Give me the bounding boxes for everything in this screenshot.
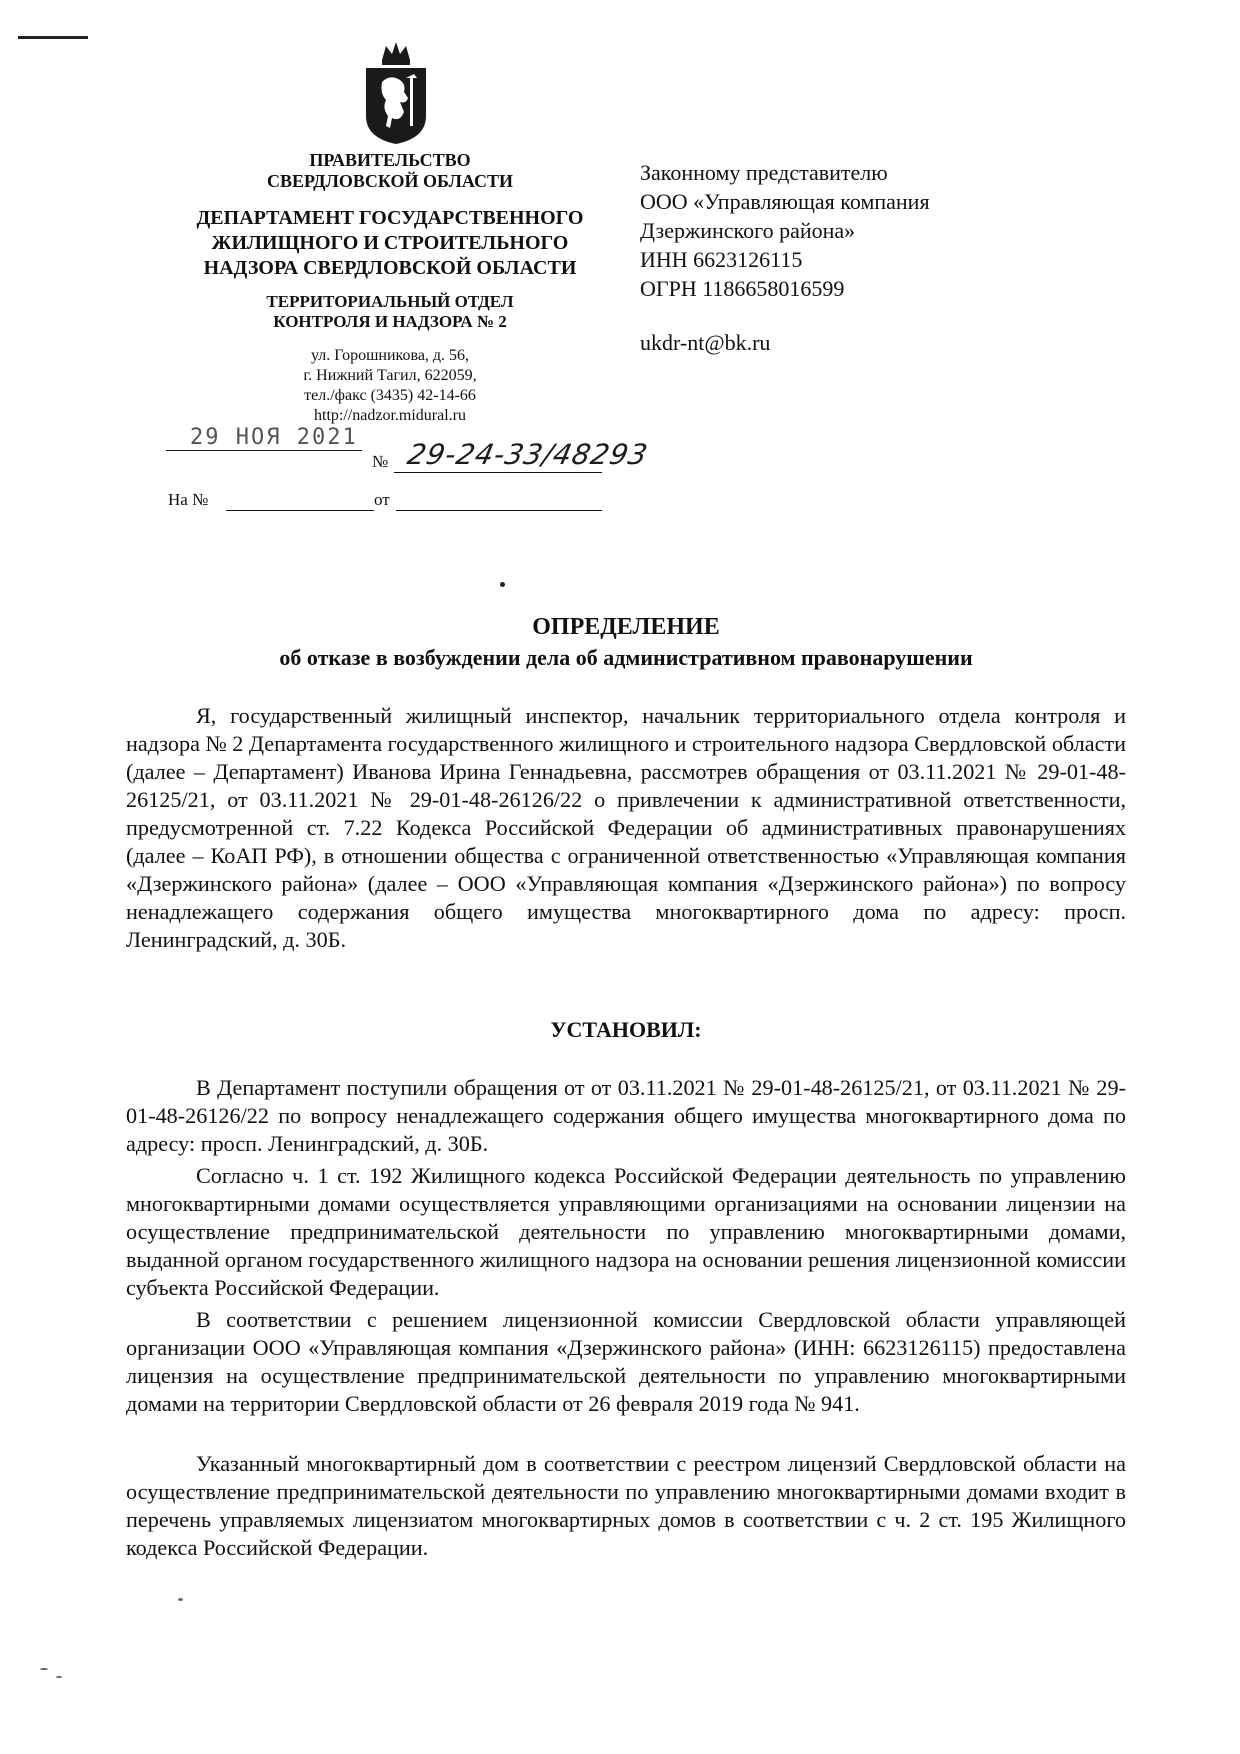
department-name xyxy=(160,206,620,281)
scan-speck xyxy=(40,1668,48,1670)
registration-number-handwritten: 29-24-33/48293 xyxy=(404,438,652,471)
address-line: тел./факс (3435) 42-14-66 xyxy=(304,387,476,404)
scan-speck xyxy=(178,1598,183,1601)
government-name xyxy=(160,150,620,192)
reply-date-blank xyxy=(396,510,602,511)
document-title: ОПРЕДЕЛЕНИЕ xyxy=(532,614,720,640)
intro-paragraph: Я, государственный жилищный инспектор, начальник территориального отдела контроля и надзора № 2 Департамента государственного жилищного и строительного надзора Свердловской области (далее – Департамент) Иванова Ирина Геннадьевна, рассмотрев обращения от 03.11.2021 № 29-01-48-26125/21, от 03.11.2021 № 29-01-48-26126/22 о привлечении к административной ответственности, предусмотренной ст. 7.22 Кодекса Российской Федерации об административных правонарушениях (далее – КоАП РФ), в отношении общества с ограниченной ответственностью «Управляющая компания «Дзержинского района» (далее – ООО «Управляющая компания «Дзержинского района») по вопросу ненадлежащего содержания общего имущества многоквартирного дома по адресу: просп. Ленинградский, д. 30Б. xyxy=(126,703,1126,952)
recipient-block xyxy=(640,158,930,357)
reply-to-label: На № xyxy=(168,490,209,509)
reply-from-label: от xyxy=(374,490,390,509)
coat-of-arms-icon xyxy=(360,38,432,146)
address-line: г. Нижний Тагил, 622059, xyxy=(303,367,477,384)
address-line: ул. Горошникова, д. 56, xyxy=(310,347,470,364)
government-line: СВЕРДЛОВСКОЙ ОБЛАСТИ xyxy=(267,171,513,191)
scan-dot xyxy=(500,582,505,587)
recipient-line: Дзержинского района» xyxy=(640,218,856,243)
recipient-line: Законному представителю xyxy=(640,160,888,185)
registration-number-underline xyxy=(394,472,602,473)
date-underline xyxy=(166,450,362,451)
scan-speck xyxy=(56,1676,62,1678)
reply-number-blank xyxy=(226,510,374,511)
territorial-office xyxy=(160,292,620,332)
office-address xyxy=(160,346,620,426)
body-paragraph: В соответствии с решением лицензионной комиссии Свердловской области управляющей организации ООО «Управляющая компания «Дзержинского района» (ИНН: 6623126115) предоставлена лицензия на осуществление предпринимательской деятельности по управлению многоквартирными домами на территории Свердловской области от 26 февраля 2019 года № 941. xyxy=(126,1307,1126,1416)
scan-artifact xyxy=(18,36,88,39)
document-subtitle: об отказе в возбуждении дела об административном правонарушении xyxy=(279,645,973,670)
body-paragraph: Согласно ч. 1 ст. 192 Жилищного кодекса Российской Федерации деятельность по управлению многоквартирными домами осуществляется управляющими организациями на основании лицензии на осуществление предпринимательской деятельности по управлению многоквартирными домами, выданной органом государственного жилищного надзора на основании решения лицензионной комиссии субъекта Российской Федерации. xyxy=(126,1163,1126,1300)
department-line: ЖИЛИЩНОГО И СТРОИТЕЛЬНОГО xyxy=(211,232,569,254)
date-stamp: 29 НОЯ 2021 xyxy=(190,425,358,450)
government-line: ПРАВИТЕЛЬСТВО xyxy=(309,150,471,170)
body-paragraph: В Департамент поступили обращения от от 03.11.2021 № 29-01-48-26125/21, от 03.11.2021 № 29-01-48-26126/22 по вопросу ненадлежащего содержания общего имущества многоквартирного дома по адресу: просп. Ленинградский, д. 30Б. xyxy=(126,1075,1126,1156)
office-line: КОНТРОЛЯ И НАДЗОРА № 2 xyxy=(273,312,507,331)
registration-number-label: № xyxy=(372,452,389,471)
recipient-line: ИНН 6623126115 xyxy=(640,247,803,272)
office-line: ТЕРРИТОРИАЛЬНЫЙ ОТДЕЛ xyxy=(266,292,514,311)
body-paragraph: Указанный многоквартирный дом в соответствии с реестром лицензий Свердловской области на осуществление предпринимательской деятельности по управлению многоквартирными домами входит в перечень управляемых лицензиатом многоквартирных домов в соответствии с ч. 2 ст. 195 Жилищного кодекса Российской Федерации. xyxy=(126,1451,1126,1560)
established-heading: УСТАНОВИЛ: xyxy=(550,1017,702,1042)
recipient-email: ukdr-nt@bk.ru xyxy=(640,330,771,355)
department-line: ДЕПАРТАМЕНТ ГОСУДАРСТВЕННОГО xyxy=(196,207,584,229)
address-line: http://nadzor.midural.ru xyxy=(314,407,466,424)
department-line: НАДЗОРА СВЕРДЛОВСКОЙ ОБЛАСТИ xyxy=(203,257,577,279)
recipient-line: ОГРН 1186658016599 xyxy=(640,276,845,301)
recipient-line: ООО «Управляющая компания xyxy=(640,189,930,214)
